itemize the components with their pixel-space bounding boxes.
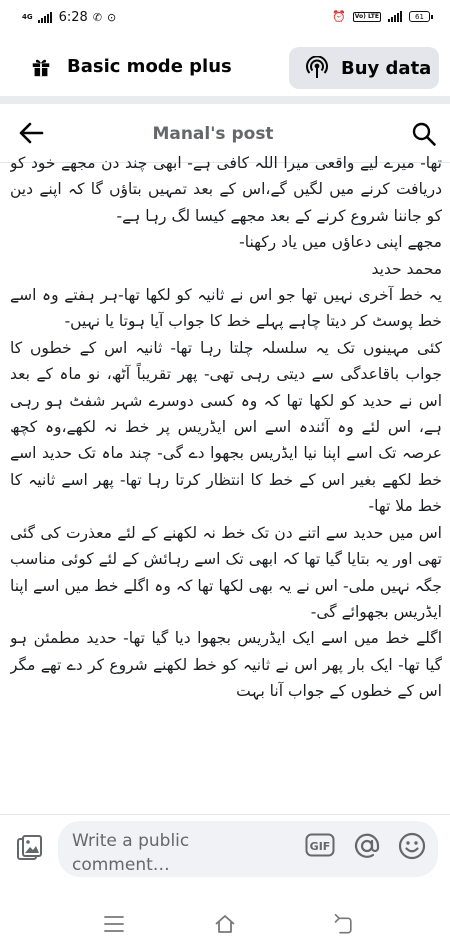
paragraph: تھا- میرے لیے واقعی میرا اللہ کافی ہے- ابھی چند دن مجھے خود کو دریافت کرنے میں لگیں گے،اس کے بعد تمہیں بتاؤں گا کہ اپنے دین کو جاننا شروع کرنے کے بعد مجھے کیسا لگ رہا ہے- — [10, 154, 442, 225]
clock: 6:28 — [58, 10, 88, 25]
page-title: Manal's post — [152, 124, 274, 144]
status-right — [332, 10, 430, 23]
gif-icon[interactable] — [305, 833, 335, 857]
home-icon[interactable] — [213, 912, 237, 936]
paragraph: اس میں حدید سے اتنے دن تک خط نہ لکھنے کے لئے معذرت کی گئی تھی اور یہ بتایا گیا تھا کہ ابھی تک اسے رہائش کے لئے کوئی مناسب جگہ نہیں ملی- اس نے یہ بھی لکھا تھا کہ وہ اگلے خط میں اسے اپنا ایڈریس بجھوائے گی- — [10, 523, 442, 621]
paragraph: کئی مہینوں تک یہ سلسلہ چلتا رہا تھا- ثانیہ اس کے خطوں کا جواب باقاعدگی سے دیتی رہی تھی- پھر تقریباً آٹھ، نو ماہ کے بعد اس نے حدید کو لکھا تھا کہ وہ کسی دوسرے شہر شفٹ ہو رہی ہے، اس لئے وہ آئندہ اسے اس ایڈریس پر خط نہ لکھے،وہ کچھ عرصہ تک اسے اپنا نیا ایڈریس بجھوا دے گی- چند ماہ تک حدید اسے خط لکھے بغیر اس کے خط کا انتظار کرتا رہا تھا- پھر اسے ثانیہ کا خط ملا تھا- — [10, 338, 442, 516]
photo-icon[interactable] — [15, 833, 45, 863]
signal-tower-icon — [305, 56, 329, 80]
buy-data-button[interactable] — [289, 47, 439, 89]
comment-bar — [0, 814, 450, 881]
status-left — [22, 10, 116, 25]
emoji-icon[interactable] — [397, 831, 427, 861]
menu-icon[interactable] — [102, 912, 126, 936]
gift-icon — [30, 56, 52, 78]
status-bar — [0, 0, 450, 36]
back-nav-icon[interactable] — [331, 912, 355, 936]
network-type: 4G — [22, 13, 33, 21]
volte-indicator: Vo) LTE — [354, 12, 379, 20]
buy-data-label: Buy data — [341, 58, 432, 79]
signal-icon — [38, 12, 52, 23]
basic-mode-bar — [0, 44, 450, 92]
mode-title: Basic mode plus — [67, 56, 232, 77]
paragraph: محمد حدید — [371, 259, 442, 278]
system-nav-bar — [0, 900, 450, 950]
notification-icon: ⊙ — [107, 11, 117, 24]
section-divider — [0, 96, 450, 104]
alarm-icon: ⏰ — [332, 10, 346, 23]
whatsapp-icon: ✆ — [92, 11, 103, 24]
post-body — [10, 150, 442, 808]
battery-icon: 61 — [409, 11, 430, 22]
comment-placeholder: Write a public comment… — [72, 831, 190, 875]
at-icon[interactable] — [352, 831, 382, 861]
paragraph: مجھے اپنی دعاؤں میں یاد رکھنا- — [239, 233, 442, 252]
svg-text:GIF: GIF — [309, 840, 331, 853]
paragraph: یہ خط آخری نہیں تھا جو اس نے ثانیہ کو لکھا تھا-ہر ہفتے وہ اسے خط پوسٹ کر دیتا چاہے پہلے خط کا جواب آیا ہوتا یا نہیں- — [10, 286, 442, 331]
signal-icon-2 — [388, 11, 402, 22]
search-icon[interactable] — [411, 121, 437, 147]
paragraph: اگلے خط میں اسے ایک ایڈریس بجھوا دیا گیا تھا- حدید مطمئن ہو گیا تھا- ایک بار پھر اس نے ثانیہ کو خط لکھنے شروع کر دے تھے مگر اس کے خطوں کے جواب آنا بہت — [10, 629, 442, 701]
post-text — [10, 150, 442, 705]
